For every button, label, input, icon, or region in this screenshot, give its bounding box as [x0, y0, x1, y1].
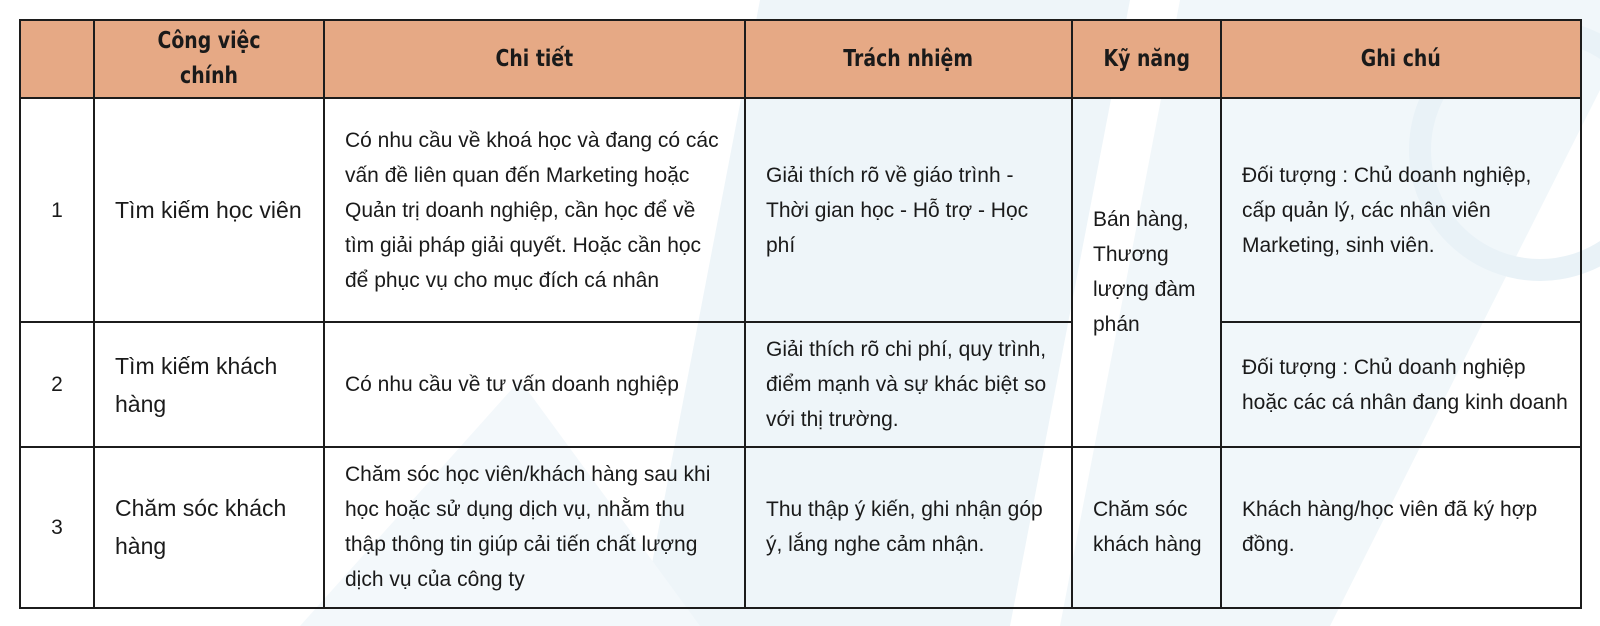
header-note: Ghi chú	[1221, 20, 1581, 98]
detail-cell: Có nhu cầu về tư vấn doanh nghiệp	[324, 322, 745, 446]
detail-cell: Chăm sóc học viên/khách hàng sau khi học hoặc sử dụng dịch vụ, nhằm thu thập thông tin giúp cải tiến chất lượng dịch vụ của công ty	[324, 447, 745, 608]
table-row	[20, 447, 1581, 608]
skill-cell: Chăm sóc khách hàng	[1072, 447, 1221, 608]
task-cell: Tìm kiếm khách hàng	[94, 322, 324, 446]
header-detail: Chi tiết	[324, 20, 745, 98]
header-responsibility: Trách nhiệm	[745, 20, 1072, 98]
skill-cell: Bán hàng, Thương lượng đàm phán	[1072, 98, 1221, 447]
header-number	[20, 20, 94, 98]
responsibility-cell: Giải thích rõ chi phí, quy trình, điểm mạnh và sự khác biệt so với thị trường.	[745, 322, 1072, 446]
note-cell: Đối tượng : Chủ doanh nghiệp, cấp quản lý, các nhân viên Marketing, sinh viên.	[1221, 98, 1581, 322]
task-cell: Tìm kiếm học viên	[94, 98, 324, 322]
responsibility-cell: Giải thích rõ về giáo trình - Thời gian học - Hỗ trợ - Học phí	[745, 98, 1072, 322]
note-cell: Khách hàng/học viên đã ký hợp đồng.	[1221, 447, 1581, 608]
task-cell: Chăm sóc khách hàng	[94, 447, 324, 608]
row-number: 2	[20, 322, 94, 446]
header-main-task: Công việc chính	[94, 20, 324, 98]
table-header-row	[20, 20, 1581, 98]
job-description-table	[19, 19, 1582, 609]
header-skill: Kỹ năng	[1072, 20, 1221, 98]
table-row	[20, 322, 1581, 446]
responsibility-cell: Thu thập ý kiến, ghi nhận góp ý, lắng nghe cảm nhận.	[745, 447, 1072, 608]
table-row	[20, 98, 1581, 322]
row-number: 3	[20, 447, 94, 608]
note-cell: Đối tượng : Chủ doanh nghiệp hoặc các cá nhân đang kinh doanh	[1221, 322, 1581, 446]
detail-cell: Có nhu cầu về khoá học và đang có các vấn đề liên quan đến Marketing hoặc Quản trị doanh nghiệp, cần học để về tìm giải pháp giải quyết. Hoặc cần học để phục vụ cho mục đích cá nhân	[324, 98, 745, 322]
row-number: 1	[20, 98, 94, 322]
